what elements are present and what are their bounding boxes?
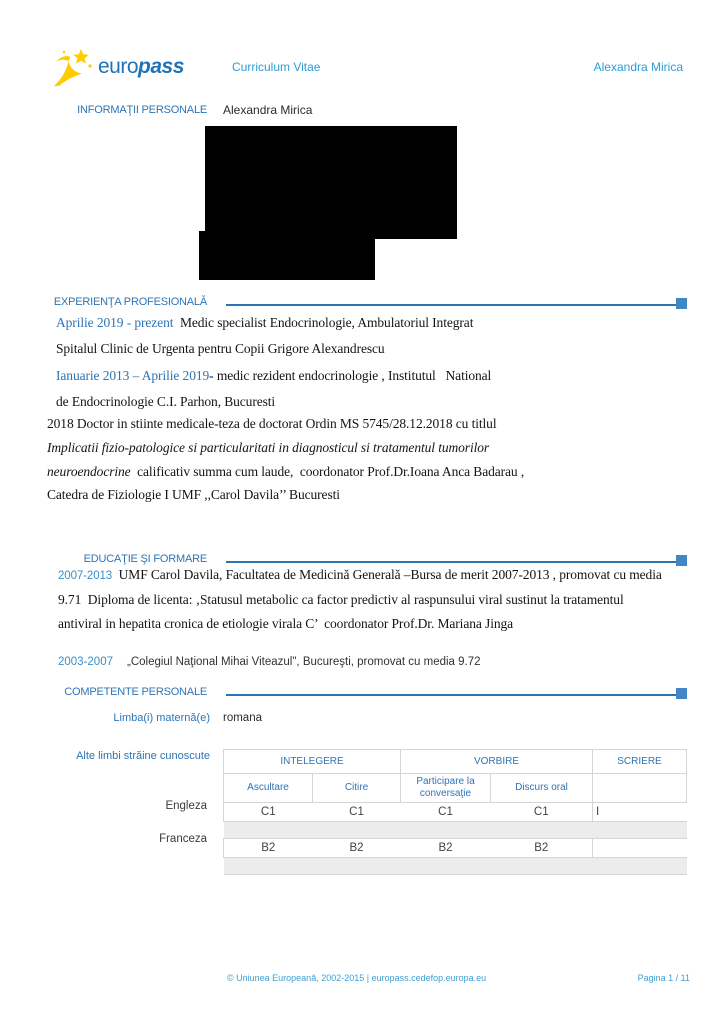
section-square-competente (676, 688, 687, 699)
experience-phd-line3-rest: calificativ summa cum laude, coordonator Prof.Dr.Ioana Anca Badarau , (130, 464, 525, 479)
section-heading-informatii-personale: INFORMAŢII PERSONALE (77, 104, 207, 116)
education-school-period: 2003-2007 (58, 656, 113, 668)
experience-job2-line1 (56, 368, 491, 384)
table-subheader-row (224, 774, 687, 803)
language-row-label-engleza: Engleza (165, 800, 207, 812)
experience-phd-line4: Catedra de Fiziologie I UMF ,,Carol Davila’’ Bucuresti (47, 487, 340, 502)
star-icon (73, 49, 89, 64)
europass-logo (50, 46, 184, 88)
education-school-line (58, 656, 481, 668)
experience-job1-line2: Spitalul Clinic de Urgenta pentru Copii Grigore Alexandrescu (56, 341, 385, 356)
franceza-scriere (593, 839, 687, 858)
franceza-participare: B2 (401, 839, 491, 858)
europass-figure-icon (50, 46, 96, 88)
other-languages-label: Alte limbi străine cunoscute (76, 750, 210, 762)
redaction-block-bottom (199, 231, 375, 280)
experience-phd-line3-italic: neuroendocrine (47, 464, 131, 479)
experience-job2-title: - medic rezident endocrinologie , Institutul National (209, 368, 492, 383)
table-row-engleza (224, 803, 687, 822)
footer-page-number: Pagina 1 / 11 (637, 973, 690, 983)
franceza-discurs: B2 (491, 839, 593, 858)
mother-tongue-value: romana (223, 712, 262, 724)
footer-copyright: © Uniunea Europeană, 2002-2015 | europass.cedefop.europa.eu (227, 973, 487, 983)
redaction-block-top (205, 126, 457, 239)
table-divider-row (224, 858, 687, 875)
table-header-intelegere: INTELEGERE (224, 750, 401, 774)
table-subheader-ascultare: Ascultare (224, 774, 313, 803)
europass-wordmark (98, 55, 184, 79)
experience-job1-title: Medic specialist Endocrinologie, Ambulatoriul Integrat (173, 315, 474, 330)
language-row-label-franceza: Franceza (159, 833, 207, 845)
experience-job1-line1 (56, 315, 473, 331)
table-divider-row (224, 822, 687, 839)
language-skills-table (223, 749, 687, 875)
section-rule-educatie (226, 561, 676, 563)
table-header-vorbire: VORBIRE (401, 750, 593, 774)
education-uni-line3: antiviral in hepatita cronica de etiologie virala C’ coordonator Prof.Dr. Mariana Jinga (58, 616, 514, 631)
section-heading-educatie: EDUCAŢIE ŞI FORMARE (83, 553, 207, 565)
experience-job2-line2: de Endocrinologie C.I. Parhon, Bucuresti (56, 394, 276, 409)
personal-name-value: Alexandra Mirica (223, 103, 313, 117)
table-subheader-citire: Citire (313, 774, 401, 803)
engleza-discurs: C1 (491, 803, 593, 822)
section-heading-competente: COMPETENTE PERSONALE (64, 686, 207, 698)
table-subheader-discurs-oral: Discurs oral (491, 774, 593, 803)
header-author-name: Alexandra Mirica (593, 60, 683, 74)
document-title: Curriculum Vitae (232, 60, 321, 74)
education-uni-line2: 9.71 Diploma de licenta: ‚Statusul metabolic ca factor predictiv al raspunsului viral sustinut la tratamentul (58, 592, 624, 607)
experience-job1-period: Aprilie 2019 - prezent (56, 315, 174, 330)
table-header-scriere: SCRIERE (593, 750, 687, 774)
table-subheader-participare: Participare la conversaţie (401, 774, 491, 803)
engleza-ascultare: C1 (224, 803, 313, 822)
engleza-participare: C1 (401, 803, 491, 822)
mother-tongue-label: Limba(i) maternă(e) (113, 712, 210, 724)
franceza-ascultare: B2 (224, 839, 313, 858)
experience-job2-period: Ianuarie 2013 – Aprilie 2019 (56, 368, 210, 383)
section-square-educatie (676, 555, 687, 566)
education-school-text: „Colegiul Naţional Mihai Viteazul", Bucureşti, promovat cu media 9.72 (127, 656, 481, 668)
experience-phd-line3 (47, 464, 524, 480)
table-row-franceza (224, 839, 687, 858)
table-subheader-empty (593, 774, 687, 803)
table-group-header-row (224, 750, 687, 774)
engleza-scriere: I (593, 803, 687, 822)
section-square-experienta (676, 298, 687, 309)
section-rule-experienta (226, 304, 676, 306)
logo-pass-text: pass (138, 55, 184, 78)
logo-euro-text: euro (98, 55, 139, 78)
franceza-citire: B2 (313, 839, 401, 858)
education-uni-text1: UMF Carol Davila, Facultatea de Medicină Generală –Bursa de merit 2007-2013 , promovat cu media (112, 567, 662, 582)
section-rule-competente (226, 694, 676, 696)
engleza-citire: C1 (313, 803, 401, 822)
education-uni-period: 2007-2013 (58, 570, 113, 582)
education-uni-line1 (58, 567, 662, 583)
section-heading-experienta: EXPERIENŢA PROFESIONALĂ (53, 296, 207, 308)
experience-phd-line1: 2018 Doctor in stiinte medicale-teza de doctorat Ordin MS 5745/28.12.2018 cu titlul (47, 416, 497, 431)
experience-phd-line2: Implicatii fizio-patologice si particularitati in diagnosticul si tratamentul tumorilor (47, 440, 490, 455)
